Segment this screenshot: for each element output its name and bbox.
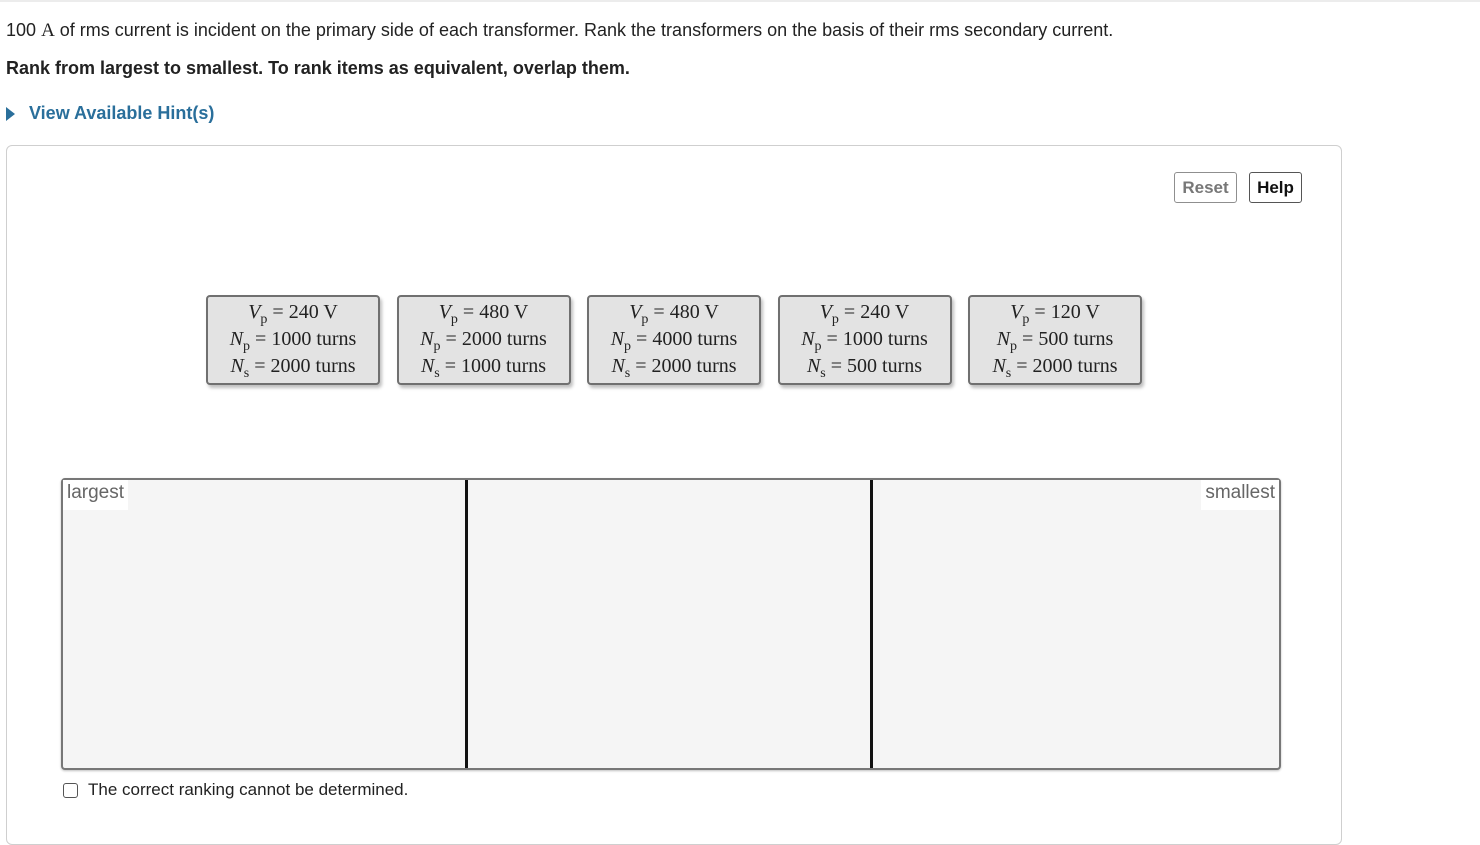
- card-ns-value: 500 turns: [847, 354, 923, 377]
- card-np-value: 2000 turns: [461, 327, 547, 350]
- cannot-determine-checkbox[interactable]: [63, 783, 78, 798]
- card-symbol: N: [229, 327, 244, 350]
- card-np-value: 1000 turns: [842, 327, 928, 350]
- view-hints-toggle[interactable]: [6, 103, 214, 124]
- card-ns-row: [421, 354, 546, 381]
- card-symbol: V: [1010, 300, 1023, 323]
- card-equals: =: [821, 327, 843, 350]
- card-subscript: s: [243, 365, 250, 381]
- card-subscript: p: [831, 311, 839, 327]
- card-ns-value: 2000 turns: [270, 354, 356, 377]
- card-subscript: p: [624, 338, 632, 354]
- caret-right-icon: [6, 107, 15, 121]
- card-np-value: 1000 turns: [271, 327, 357, 350]
- card-symbol: V: [819, 300, 832, 323]
- card-symbol: N: [420, 354, 435, 377]
- card-vp-row: [629, 300, 719, 327]
- card-np-row: [997, 327, 1114, 354]
- rank-slot-3[interactable]: [873, 480, 1279, 768]
- card-equals: =: [838, 300, 861, 323]
- card-symbol: V: [438, 300, 451, 323]
- card-equals: =: [457, 300, 480, 323]
- card-np-row: [230, 327, 357, 354]
- card-ns-row: [611, 354, 736, 381]
- transformer-card[interactable]: [397, 295, 571, 385]
- card-equals: =: [631, 327, 653, 350]
- card-equals: =: [630, 354, 652, 377]
- card-vp-value: 480 V: [669, 300, 719, 323]
- cannot-determine-option[interactable]: [63, 780, 408, 800]
- card-subscript: s: [434, 365, 440, 381]
- card-vp-row: [1010, 300, 1100, 327]
- transformer-card[interactable]: [778, 295, 952, 385]
- reset-button[interactable]: Reset: [1174, 172, 1237, 203]
- rank-slot-1[interactable]: [63, 480, 468, 768]
- instruction-text: Rank from largest to smallest. To rank items as equivalent, overlap them.: [6, 58, 630, 78]
- card-equals: =: [250, 327, 272, 350]
- card-subscript: s: [1005, 365, 1012, 381]
- card-equals: =: [1029, 300, 1051, 323]
- card-subscript: s: [624, 365, 631, 381]
- card-equals: =: [439, 354, 462, 377]
- card-equals: =: [1017, 327, 1039, 350]
- card-equals: =: [249, 354, 271, 377]
- ranking-panel: [6, 145, 1342, 845]
- card-equals: =: [1011, 354, 1033, 377]
- card-vp-value: 240 V: [860, 300, 910, 323]
- view-hints-label: View Available Hint(s): [29, 103, 215, 123]
- transformer-card[interactable]: [206, 295, 380, 385]
- cannot-determine-label: The correct ranking cannot be determined.: [88, 780, 409, 799]
- card-symbol: N: [801, 327, 815, 350]
- card-ns-row: [230, 354, 355, 381]
- card-np-value: 4000 turns: [652, 327, 738, 350]
- card-subscript: p: [814, 338, 822, 354]
- top-divider: [0, 0, 1480, 2]
- card-np-row: [420, 327, 547, 354]
- help-button[interactable]: Help: [1249, 172, 1302, 203]
- card-subscript: p: [1022, 311, 1030, 327]
- card-subscript: p: [260, 311, 268, 327]
- card-symbol: N: [611, 354, 625, 377]
- smallest-label: smallest: [1201, 480, 1279, 510]
- card-np-row: [801, 327, 928, 354]
- card-equals: =: [648, 300, 670, 323]
- card-symbol: N: [996, 327, 1011, 350]
- card-ns-value: 2000 turns: [1032, 354, 1118, 377]
- card-symbol: N: [420, 327, 434, 350]
- card-symbol: V: [248, 300, 261, 323]
- card-symbol: V: [629, 300, 642, 323]
- card-np-row: [611, 327, 738, 354]
- card-symbol: N: [230, 354, 244, 377]
- card-ns-row: [807, 354, 922, 381]
- rank-slot-2[interactable]: [468, 480, 873, 768]
- card-ns-value: 1000 turns: [461, 354, 547, 377]
- card-subscript: s: [820, 365, 826, 381]
- card-vp-row: [248, 300, 338, 327]
- question-text: [6, 20, 1113, 42]
- card-ns-row: [992, 354, 1117, 381]
- card-symbol: N: [610, 327, 625, 350]
- question-amount: 100: [6, 20, 37, 40]
- card-equals: =: [267, 300, 289, 323]
- question-unit: A: [41, 20, 55, 41]
- transformer-card[interactable]: [968, 295, 1142, 385]
- card-vp-row: [820, 300, 910, 327]
- transformer-card[interactable]: [587, 295, 761, 385]
- card-equals: =: [825, 354, 848, 377]
- card-symbol: N: [992, 354, 1006, 377]
- card-subscript: p: [243, 338, 251, 354]
- card-vp-value: 480 V: [479, 300, 529, 323]
- card-vp-row: [439, 300, 529, 327]
- card-vp-value: 120 V: [1050, 300, 1100, 323]
- card-symbol: N: [806, 354, 821, 377]
- card-subscript: p: [641, 311, 649, 327]
- largest-label: largest: [63, 480, 128, 510]
- card-vp-value: 240 V: [288, 300, 338, 323]
- card-np-value: 500 turns: [1038, 327, 1114, 350]
- card-subscript: p: [1010, 338, 1018, 354]
- card-subscript: p: [433, 338, 441, 354]
- card-subscript: p: [450, 311, 458, 327]
- ranking-dropzone: [61, 478, 1281, 770]
- card-ns-value: 2000 turns: [651, 354, 737, 377]
- question-body: of rms current is incident on the primary side of each transformer. Rank the transformers on the basis of their rms secondary current.: [54, 20, 1114, 40]
- card-equals: =: [440, 327, 462, 350]
